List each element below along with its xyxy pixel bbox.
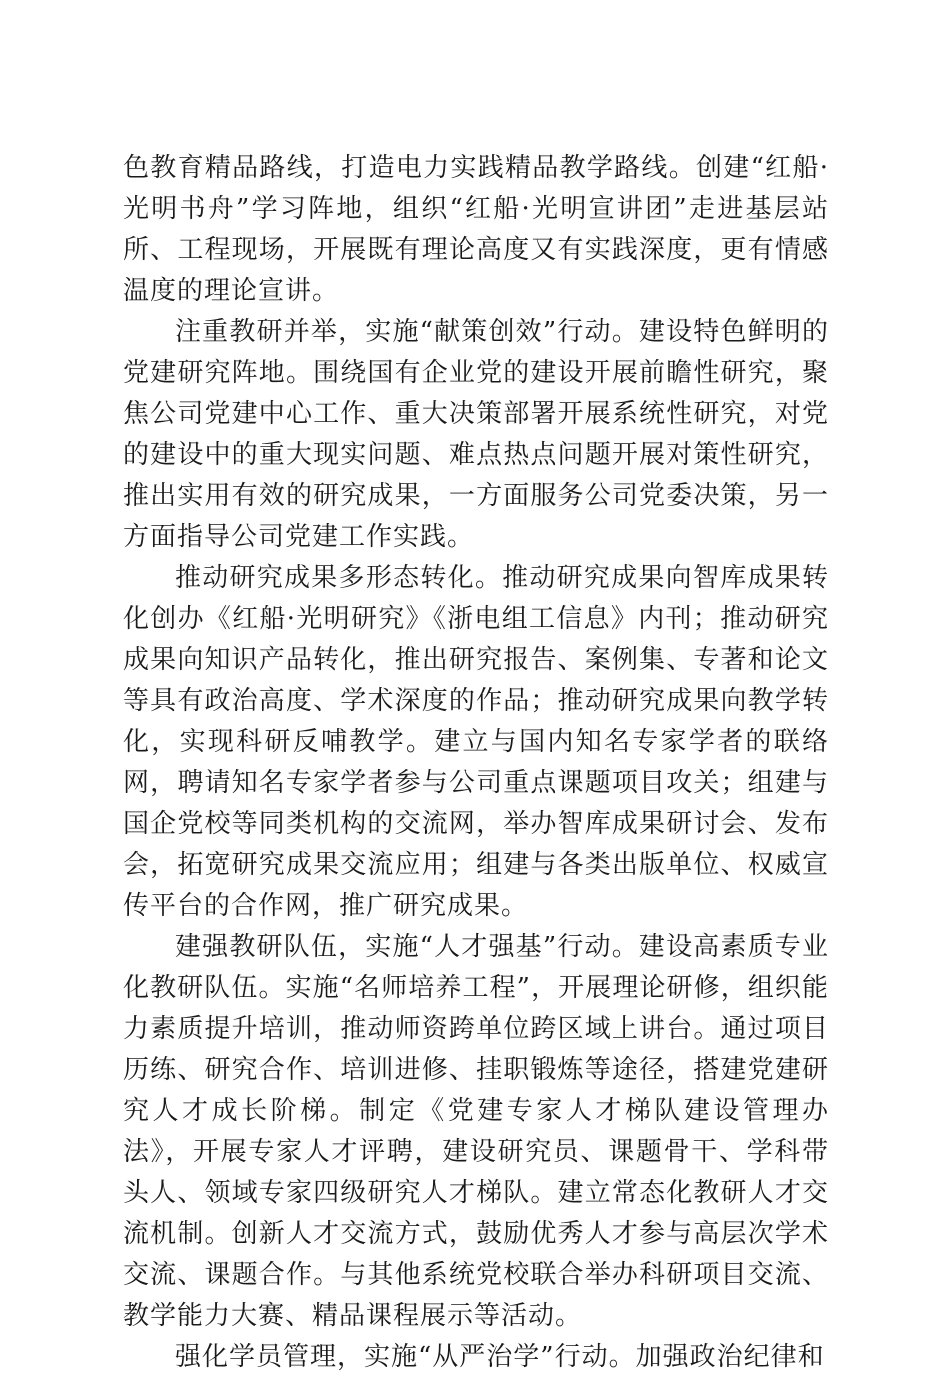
paragraph-talent: 建强教研队伍，实施“人才强基”行动。建设高素质专业化教研队伍。实施“名师培养工程”，开展理论研修，组织能力素质提升培训，推动师资跨单位跨区域上讲台。通过项目历练、研究合作、培训进修、挂职锻炼等途径，搭建党建研究人才成长阶梯。制定《党建专家人才梯队建设管理办法》，开展专家人才评聘，建设研究员、课题骨干、学科带头人、领域专家四级研究人才梯队。建立常态化教研人才交流机制。创新人才交流方式，鼓励优秀人才参与高层次学术交流、课题合作。与其他系统党校联合举办科研项目交流、教学能力大赛、精品课程展示等活动。 <box>123 932 829 1331</box>
paragraph-transformation: 推动研究成果多形态转化。推动研究成果向智库成果转化创办《红船·光明研究》《浙电组工信息》内刊；推动研究成果向知识产品转化，推出研究报告、案例集、专著和论文等具有政治高度、学术深度的作品；推动研究成果向教学转化，实现科研反哺教学。建立与国内知名专家学者的联络网，聘请知名专家学者参与公司重点课题项目攻关；组建与国企党校等同类机构的交流网，举办智库成果研讨会、发布会，拓宽研究成果交流应用；组建与各类出版单位、权威宣传平台的合作网，推广研究成果。 <box>123 563 829 921</box>
document-body <box>123 148 829 1378</box>
paragraph-continued: 色教育精品路线，打造电力实践精品教学路线。创建“红船·光明书舟”学习阵地，组织“红船·光明宣讲团”走进基层站所、工程现场，开展既有理论高度又有实践深度，更有情感温度的理论宣讲。 <box>123 153 829 306</box>
paragraph-management: 强化学员管理，实施“从严治学”行动。加强政治纪律和 <box>175 1342 825 1372</box>
paragraph-research: 注重教研并举，实施“献策创效”行动。建设特色鲜明的党建研究阵地。围绕国有企业党的建设开展前瞻性研究，聚焦公司党建中心工作、重大决策部署开展系统性研究，对党的建设中的重大现实问题、难点热点问题开展对策性研究，推出实用有效的研究成果，一方面服务公司党委决策，另一方面指导公司党建工作实践。 <box>123 317 829 552</box>
